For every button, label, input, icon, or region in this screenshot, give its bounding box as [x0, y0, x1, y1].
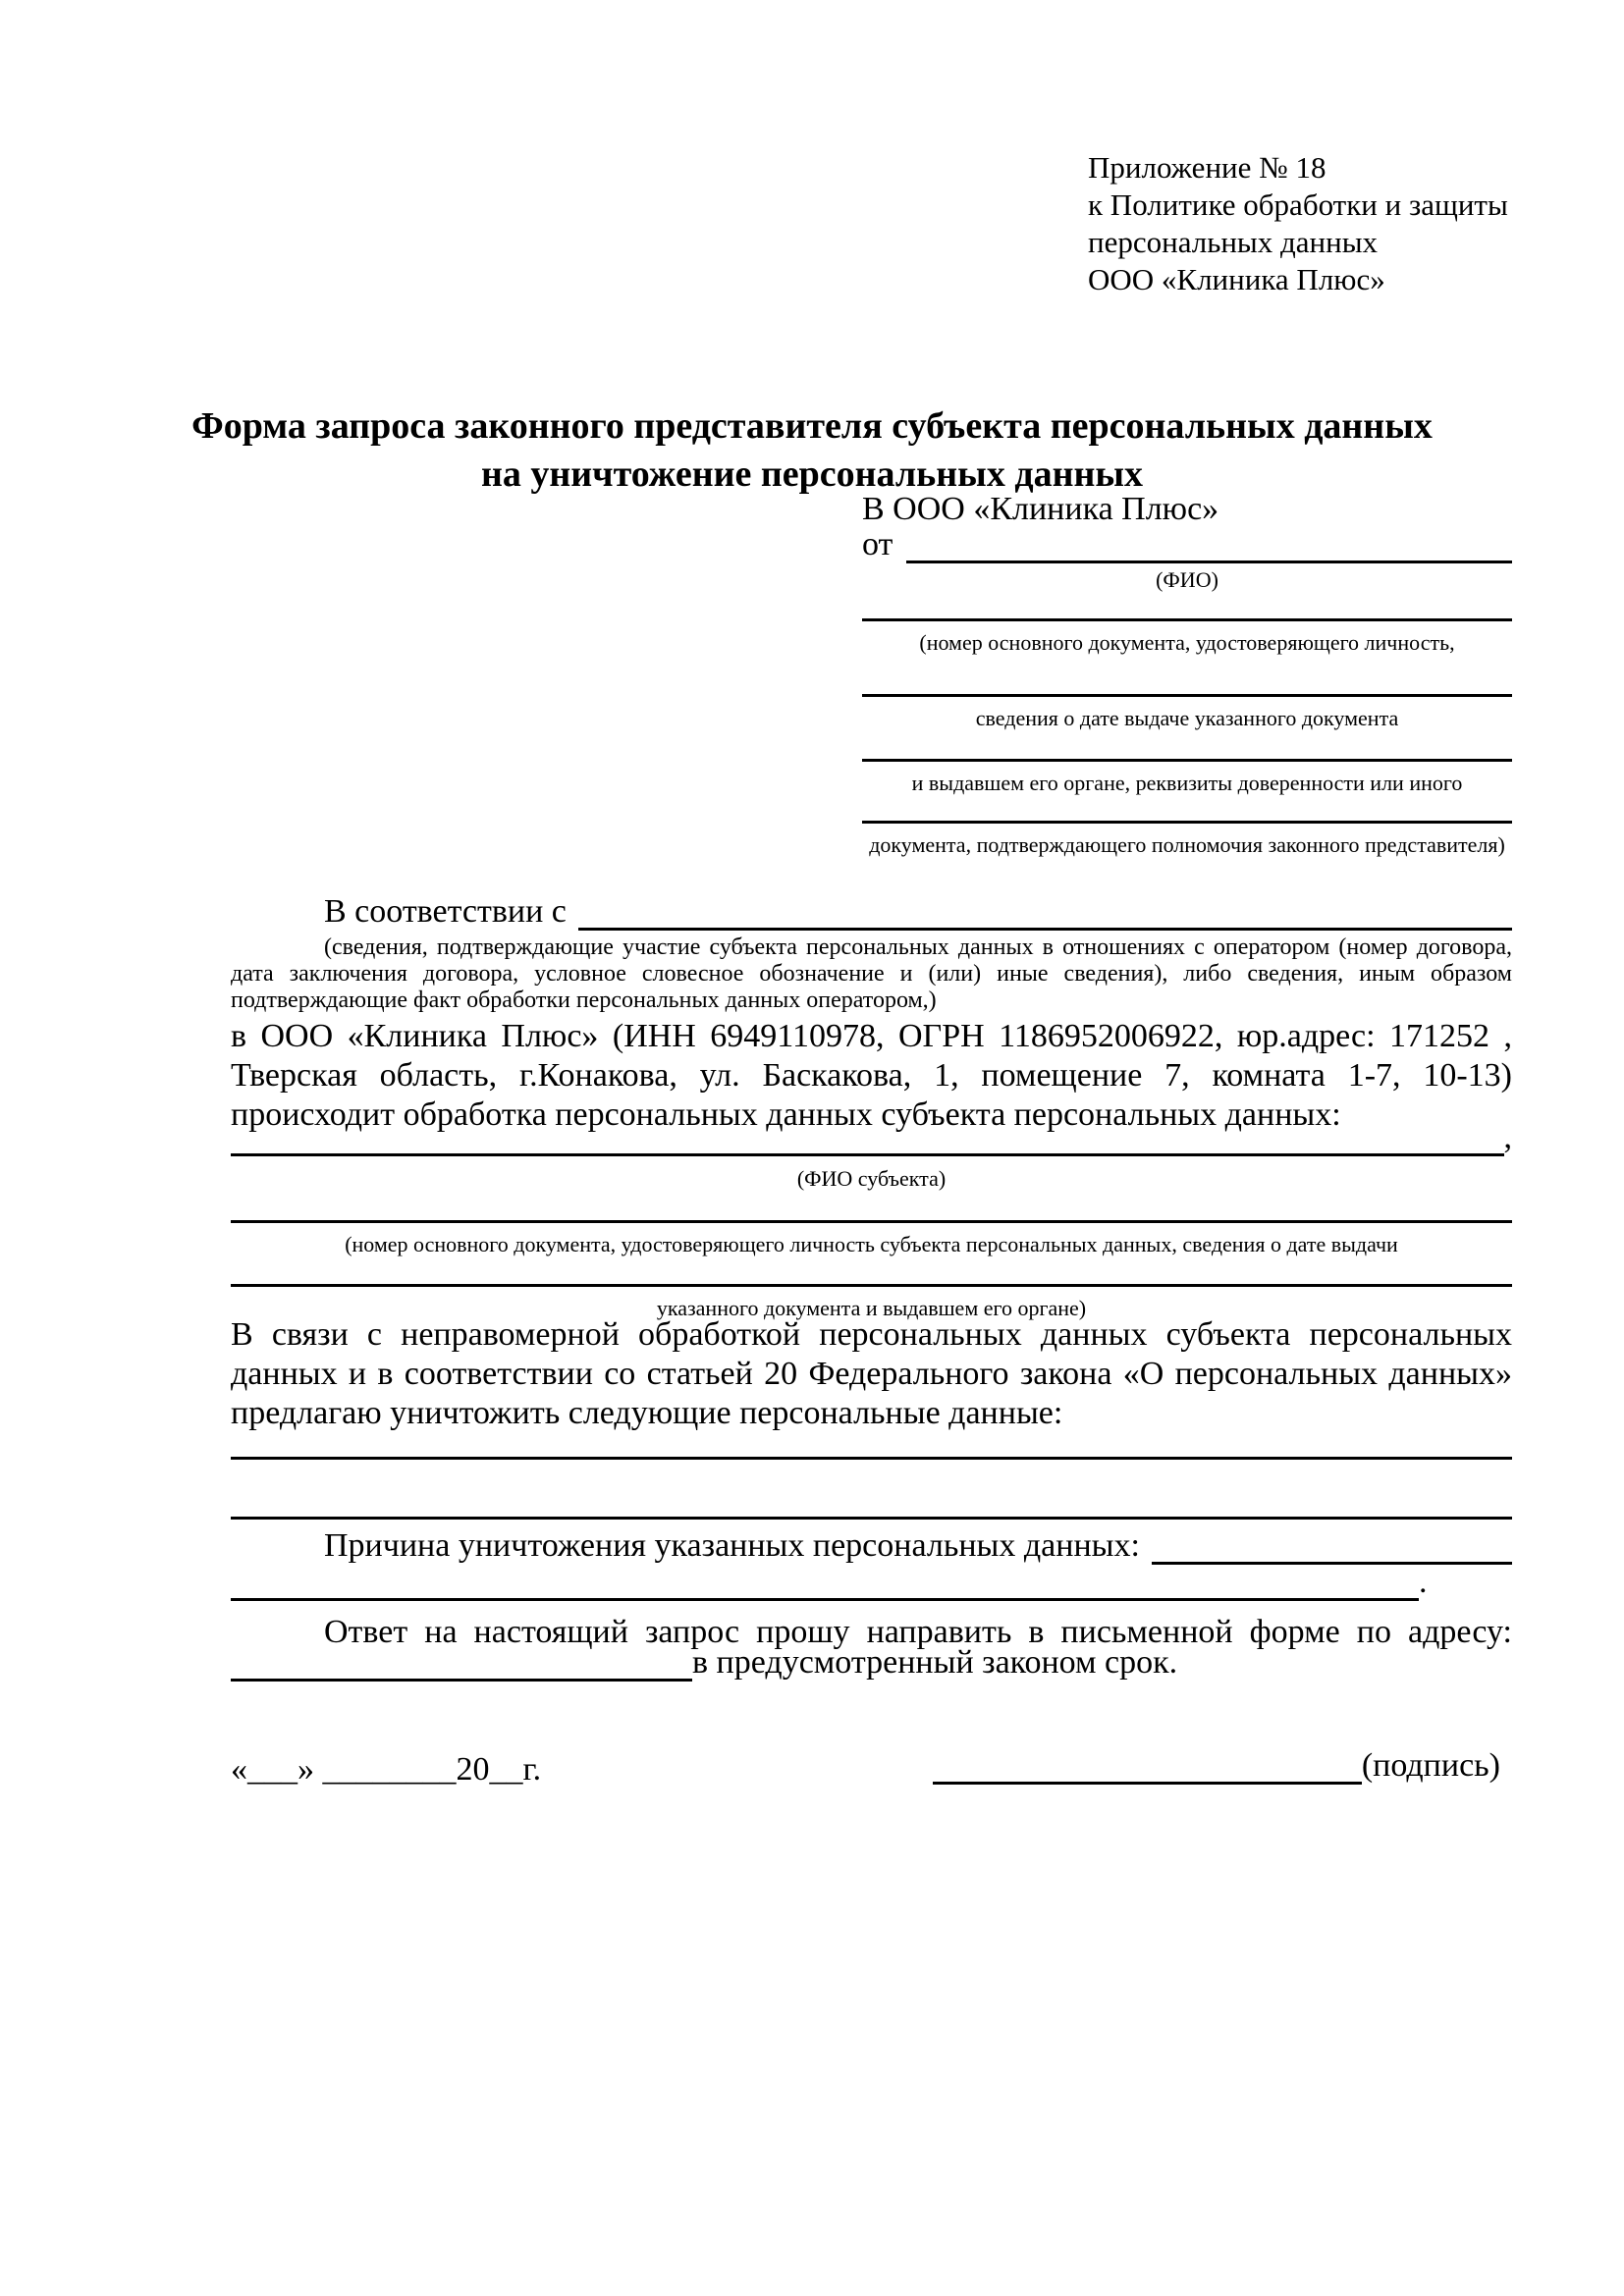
- rep-doc-blank-4[interactable]: [862, 821, 1512, 824]
- demand-paragraph: В связи с неправомерной обработкой персональных данных субъекта персональных данных и в соответствии со статьей 20 Федерального закона «О персональных данных» предлагаю уничтожить следующие персональные данные:: [231, 1316, 1512, 1431]
- reason-row: [231, 1525, 1512, 1565]
- rep-doc-caption-4: документа, подтверждающего полномочия законного представителя): [869, 832, 1505, 857]
- appendix-line-3: персональных данных: [1088, 225, 1379, 259]
- subject-fio-caption: (ФИО субъекта): [796, 1166, 947, 1191]
- subject-doc-caption-1: (номер основного документа, удостоверяющего личность субъекта персональных данных, сведения о дате выдачи: [345, 1232, 1398, 1256]
- from-fio-blank-field[interactable]: [906, 561, 1512, 563]
- appendix-line-4: ООО «Клиника Плюс»: [1088, 262, 1385, 296]
- reply-address-row: [231, 1645, 1512, 1682]
- from-label: от: [862, 526, 893, 562]
- subject-comma: ,: [1503, 1119, 1512, 1155]
- fio-caption: (ФИО): [1156, 567, 1218, 592]
- document-title: [147, 402, 1477, 499]
- appendix-line-1: Приложение № 18: [1088, 150, 1326, 185]
- rep-doc-blank-3[interactable]: [862, 759, 1512, 762]
- subject-fio-blank-field[interactable]: [231, 1153, 1504, 1156]
- data-to-destroy-blank-1[interactable]: [231, 1457, 1512, 1460]
- rep-doc-caption-1: (номер основного документа, удостоверяющего личность,: [919, 630, 1455, 655]
- accordance-row: [231, 887, 1512, 931]
- reason-label: Причина уничтожения указанных персональных данных:: [324, 1527, 1140, 1564]
- data-to-destroy-blank-2[interactable]: [231, 1517, 1512, 1520]
- rep-doc-caption-2: сведения о дате выдаче указанного документа: [975, 706, 1399, 730]
- reply-paragraph: Ответ на настоящий запрос прошу направить в письменной форме по адресу:: [324, 1614, 1512, 1650]
- reason-period: .: [1419, 1564, 1428, 1600]
- reply-suffix: в предусмотренный законом срок.: [692, 1644, 1178, 1681]
- subject-doc-caption-2: указанного документа и выдавшем его органе): [656, 1296, 1087, 1320]
- subject-doc-blank-1[interactable]: [231, 1220, 1512, 1223]
- title-line-1: Форма запроса законного представителя субъекта персональных данных: [191, 405, 1433, 447]
- signature-row: [933, 1745, 1500, 1785]
- addressee-to: В ООО «Клиника Плюс»: [862, 491, 1219, 527]
- reason-continuation-blank[interactable]: [231, 1598, 1419, 1601]
- rep-doc-blank-1[interactable]: [862, 618, 1512, 621]
- accordance-note: (сведения, подтверждающие участие субъекта персональных данных в отношениях с оператором (номер договора, дата заключения договора, условное словесное обозначение и (или) иные сведения), либо сведения, иным образом подтверждающие факт обработки персональных данных оператором,): [231, 934, 1512, 1013]
- rep-doc-blank-2[interactable]: [862, 694, 1512, 697]
- appendix-block: [1088, 149, 1508, 298]
- reason-continuation-row: [231, 1565, 1512, 1601]
- operator-paragraph: в ООО «Клиника Плюс» (ИНН 6949110978, ОГРН 1186952006922, юр.адрес: 171252 , Тверская область, г.Конакова, ул. Баскакова, 1, помещение 7, комната 1-7, 10-13) происходит обработка персональных данных субъекта персональных данных:: [231, 1018, 1512, 1133]
- appendix-line-2: к Политике обработки и защиты: [1088, 187, 1508, 222]
- signature-caption: (подпись): [1361, 1747, 1500, 1784]
- subject-doc-blank-2[interactable]: [231, 1284, 1512, 1287]
- subject-fio-row: [231, 1119, 1512, 1156]
- accordance-label: В соответствии с: [324, 893, 567, 930]
- accordance-blank-field[interactable]: [578, 928, 1512, 931]
- date-blank-line[interactable]: «___» ________20__г.: [231, 1751, 542, 1788]
- rep-doc-caption-3: и выдавшем его органе, реквизиты доверенности или иного: [911, 771, 1463, 795]
- reply-address-blank[interactable]: [231, 1679, 692, 1682]
- signature-blank-field[interactable]: [933, 1782, 1362, 1785]
- from-row: [862, 528, 1512, 563]
- title-line-2: на уничтожение персональных данных: [480, 454, 1144, 495]
